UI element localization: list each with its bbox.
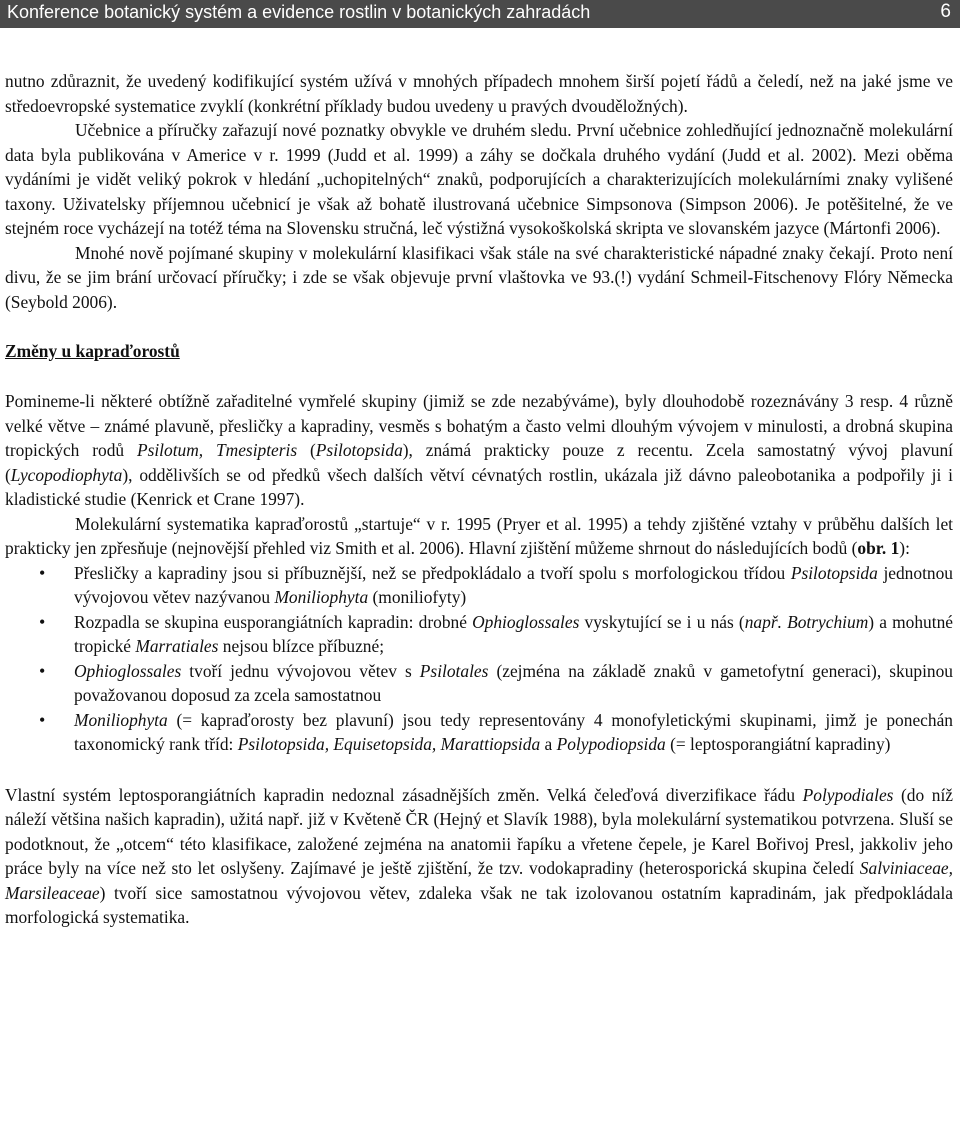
text-run: nejsou blízce příbuzné; [218, 636, 385, 656]
italic-run: Psilotales [419, 660, 489, 681]
paragraph [5, 241, 953, 315]
bottom-paragraphs [5, 783, 953, 930]
italic-run: Marratiales [135, 636, 219, 656]
text-run: jednotnou vývojovou větev nazývanou [74, 562, 953, 607]
findings-list [5, 561, 953, 757]
italic-run: Polypodiales [802, 784, 894, 805]
italic-run: Psilotopsida [315, 440, 403, 460]
italic-run: Salviniaceae, Marsileaceae [5, 858, 953, 903]
text-run: nutno zdůraznit, že uvedený kodifikující systém užívá v mnohých případech mnohem širší pojetí řádů a čeledí, než na jaké jsme ve středoevropské systematice zvyklí (konkrétní příklady budou uvedeny u pravých dvouděložných). [5, 71, 953, 116]
italic-run: Polypodiopsida [556, 734, 666, 754]
top-paragraphs [5, 69, 953, 314]
text-run: a [540, 734, 557, 754]
text-run: Přesličky a kapradiny jsou si příbuznější, než se předpokládalo a tvoří spolu s morfologickou třídou [74, 562, 791, 583]
paragraph [5, 389, 953, 512]
document-body [5, 69, 953, 930]
text-run: vyskytující se i u nás ( [579, 611, 745, 632]
paragraph [5, 783, 953, 930]
text-run: Pomineme-li některé obtížně zařaditelné vymřelé skupiny (jimiž se zde nezabýváme), byly dlouhodobě rozeznávány 3 resp. 4 různě velké větve – známé plavuně, přesličky a kapradiny, vesměs s bohatým a často velmi dlouhým vývojem v minulosti, a drobná skupina tropických rodů [5, 391, 953, 460]
bullet-icon: • [39, 660, 46, 681]
italic-run: Psilotopsida [790, 562, 878, 583]
text-run: ) a mohutné tropické [74, 611, 953, 656]
text-run: ), oddělivších se od předků všech dalších větví cévnatých rostlin, ukázala již dávno paleobotanika a podpořily ji i kladistické studie (Kenrick et Crane 1997). [5, 464, 953, 509]
text-run: (zejména na základě znaků v gametofytní generaci), skupinou považovanou doposud za zcela samostatnou [74, 660, 953, 705]
text-run: Rozpadla se skupina eusporangiátních kapradin: drobné [74, 611, 473, 632]
text-run: Učebnice a příručky zařazují nové poznatky obvykle ve druhém sledu. První učebnice zohledňující jednoznačně molekulární data byla publikována v Americe v r. 1999 (Judd et al. 1999) a záhy se dočkala druhého vydání (Judd et al. 2002). Mezi oběma vydáními je vidět veliký pokrok v hledání „uchopitelných“ znaků, podporujících a charakterizujících molekulárními znaky vylišené taxony. Uživatelsky příjemnou učebnicí je však až bohatě ilustrovaná učebnice Simpsonova (Simpson 2006). Je potěšitelné, že ve stejném roce vycházejí na totéž téma na Slovensku stručná, leč výstižná vysokoškolská skripta ve slovanském jazyce (Mártonfi 2006). [5, 120, 953, 238]
text-run: ) tvoří sice samostatnou vývojovou větev, zdaleka však ne tak izolovanou ostatním kapradinám, jak předpokládala morfologická systematika. [5, 882, 953, 927]
list-item [5, 561, 953, 610]
text-run: (do níž náleží většina našich kapradin), užitá např. již v Květeně ČR (Hejný et Slavík 1988), byla molekulární systematikou potvrzena. Sluší se podotknout, že „otcem“ této klasifikace, založené zejména na anatomii řapíku a vřetene čepele, je Karel Bořivoj Presl, jakkoliv jeho práce byly na více než sto let oslyšeny. Zajímavé je ještě zjištění, že tzv. vodokapradiny (heterosporická skupina čeledí [5, 784, 953, 878]
text-run: (= leptosporangiátní kapradiny) [665, 734, 891, 754]
mid-paragraphs [5, 389, 953, 561]
paragraph [5, 118, 953, 241]
header-title: Konference botanický systém a evidence rostlin v botanických zahradách [7, 2, 591, 22]
italic-run: Lycopodiophyta [10, 464, 123, 485]
italic-run: Ophioglossales [472, 611, 580, 632]
paragraph [5, 69, 953, 118]
paragraph [5, 512, 953, 561]
italic-run: např. Botrychium [744, 611, 869, 632]
section-heading: Změny u kapraďorostů [5, 340, 180, 361]
running-header [0, 0, 960, 28]
italic-run: Psilotopsida, Equisetopsida, Marattiopsida [237, 734, 541, 754]
page-number: 6 [940, 1, 951, 22]
text-run: ), známá prakticky pouze z recentu. Zcela samostatný vývoj plavuní ( [5, 440, 953, 485]
list-item [5, 610, 953, 659]
italic-run: Psilotum, Tmesipteris [136, 440, 298, 460]
italic-run: Moniliophyta [74, 709, 168, 730]
text-run: Vlastní systém leptosporangiátních kapradin nedoznal zásadnějších změn. Velká čeleďová diverzifikace řádu [5, 784, 803, 805]
text-run: Mnohé nově pojímané skupiny v molekulární klasifikaci však stále na své charakteristické nápadné znaky čekají. Proto není divu, že se jim brání určovací příručky; i zde se však objevuje první vlaštovka ve 93.(!) vydání Schmeil-Fitschenovy Flóry Německa (Seybold 2006). [5, 242, 953, 312]
text-run: (= kapraďorosty bez plavuní) jsou tedy representovány 4 monofyletickými skupinami, jimž je ponechán taxonomický rank tříd: [74, 709, 953, 754]
list-item [5, 659, 953, 708]
italic-run: Moniliophyta [274, 587, 369, 607]
italic-run: Ophioglossales [74, 660, 182, 681]
bullet-icon: • [39, 562, 46, 583]
text-run: ( [297, 440, 316, 460]
text-run: tvoří jednu vývojovou větev s [181, 660, 420, 681]
bullet-icon: • [39, 709, 46, 730]
text-run: ): [899, 538, 910, 558]
text-run: (moniliofyty) [368, 587, 467, 607]
list-item [5, 708, 953, 757]
bullet-icon: • [39, 611, 46, 632]
text-run: Molekulární systematika kapraďorostů „startuje“ v r. 1995 (Pryer et al. 1995) a tehdy zjištěné vztahy v průběhu dalších let prakticky jen zpřesňuje (nejnovější přehled viz Smith et al. 2006). Hlavní zjištění můžeme shrnout do následujících bodů ( [5, 513, 953, 558]
bold-run: obr. 1 [857, 538, 900, 558]
